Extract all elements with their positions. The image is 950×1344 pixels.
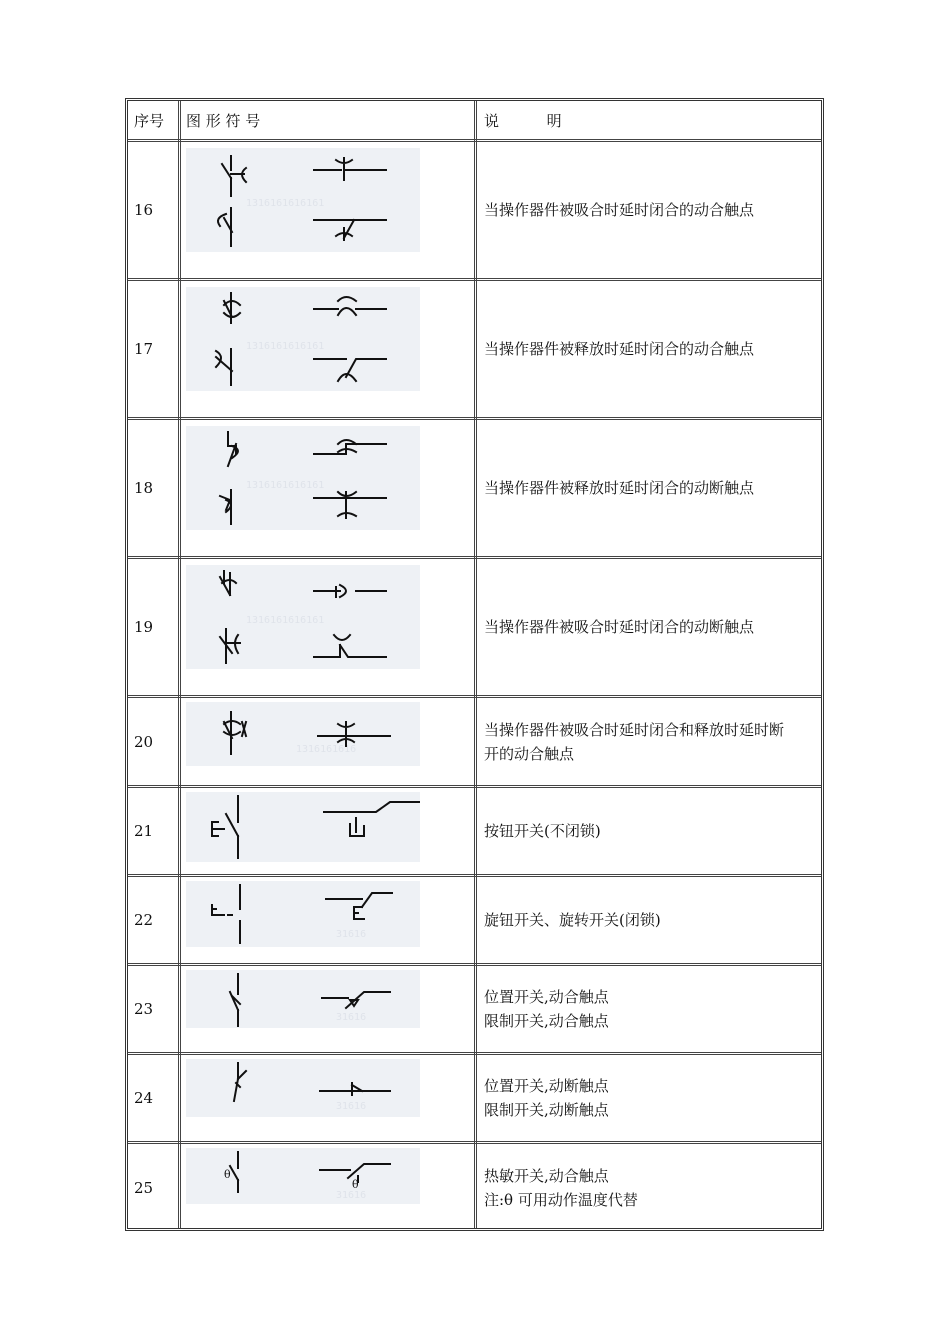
table-row — [128, 788, 821, 874]
row-description: 热敏开关,动合触点 注:θ 可用动作温度代替 — [484, 1166, 638, 1209]
svg-text:31616: 31616 — [336, 1101, 367, 1112]
row-number: 25 — [134, 1178, 154, 1197]
row-description: 当操作器件被吸合时延时闭合的动合触点 — [484, 201, 755, 219]
theta-label: θ — [352, 1178, 359, 1191]
delay-make-release-break-contact-icon — [186, 702, 420, 766]
header-symbol: 图 形 符 号 — [186, 111, 261, 130]
rotary-switch-icon — [186, 881, 420, 947]
table-row — [128, 1144, 821, 1231]
svg-text:31616: 31616 — [336, 1190, 367, 1201]
row-description: 位置开关,动合触点 限制开关,动合触点 — [484, 988, 609, 1030]
row-number: 17 — [134, 340, 154, 358]
row-description: 当操作器件被吸合时延时闭合的动断触点 — [484, 618, 755, 636]
table-row — [128, 281, 821, 417]
row-number: 22 — [134, 911, 154, 929]
row-number: 19 — [134, 618, 154, 636]
row-description: 当操作器件被吸合时延时闭合和释放时延时断 开的动合触点 — [484, 720, 785, 763]
delay-make-contact-pickup-icon — [186, 148, 420, 252]
delay-make-contact-release-icon — [186, 287, 420, 391]
svg-text:1316161616161: 1316161616161 — [246, 198, 325, 209]
row-number: 20 — [134, 732, 154, 751]
table-header-row — [128, 101, 821, 140]
symbol-table — [125, 98, 824, 1231]
header-desc: 说 明 — [484, 111, 562, 130]
table-row — [128, 420, 821, 556]
svg-text:31616: 31616 — [336, 1012, 367, 1023]
row-number: 16 — [134, 201, 154, 219]
theta-label: θ — [224, 1168, 231, 1181]
header-no: 序号 — [134, 111, 165, 130]
table-row — [128, 142, 821, 278]
row-description: 位置开关,动断触点 限制开关,动断触点 — [484, 1077, 609, 1119]
svg-text:1316161616161: 1316161616161 — [246, 615, 325, 626]
position-switch-break-icon — [186, 1059, 420, 1117]
row-description: 当操作器件被释放时延时闭合的动合触点 — [484, 340, 755, 358]
row-number: 23 — [134, 1000, 154, 1018]
svg-text:1316161616: 1316161616 — [296, 744, 357, 755]
svg-text:1316161616161: 1316161616161 — [246, 341, 325, 352]
row-number: 18 — [134, 479, 154, 497]
row-number: 21 — [134, 822, 154, 840]
table-row — [128, 877, 821, 963]
row-number: 24 — [134, 1089, 154, 1107]
pushbutton-switch-icon — [186, 792, 420, 862]
position-switch-make-icon — [186, 970, 420, 1028]
row-description: 当操作器件被释放时延时闭合的动断触点 — [484, 479, 755, 497]
thermal-switch-make-icon — [186, 1148, 420, 1204]
svg-text:1316161616161: 1316161616161 — [246, 480, 325, 491]
delay-break-contact-pickup-icon — [186, 565, 420, 669]
row-description: 旋钮开关、旋转开关(闭锁) — [484, 911, 661, 929]
table-row — [128, 698, 821, 785]
svg-text:31616: 31616 — [336, 929, 367, 940]
delay-break-contact-release-icon — [186, 426, 420, 530]
row-description: 按钮开关(不闭锁) — [484, 822, 601, 840]
table-row — [128, 1055, 821, 1141]
table-row — [128, 966, 821, 1052]
table-row — [128, 559, 821, 695]
